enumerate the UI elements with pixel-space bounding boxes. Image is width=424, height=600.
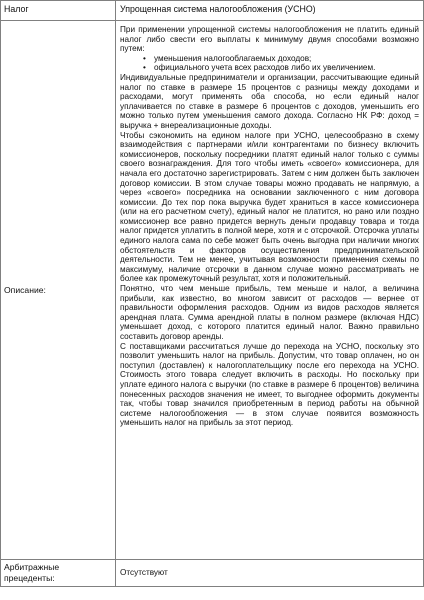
arbitrage-row (1, 560, 424, 587)
description-paragraph-rates: Индивидуальные предприниматели и организации, рассчитывающие единый налог по ставке в размере 15 процентов с разницы между доходами и расходами, могут применять оба способа, но если единый налог уплачивается по ставке в размере 6 процентов с доходов, уменьшить его можно только путем уменьшения самого дохода. Согласно НК РФ: доход = выручка + внереализационные доходы. (120, 72, 419, 130)
list-item: • уменьшения налогооблагаемых доходов; (154, 54, 419, 64)
description-text-cell (116, 21, 424, 560)
arbitrage-label-cell: Арбитражные прецеденты: (1, 560, 116, 587)
description-label-cell: Описание: (1, 21, 116, 560)
description-paragraph-suppliers: С поставщиками рассчитаться лучше до перехода на УСНО, поскольку это позволит уменьшить налог на прибыль. Допустим, что товар оплачен, но он поступил (доставлен) к налогоплательщику после его перехода на УСНО. Стоимость этого товара следует включить в расходы. Но поскольку при уплате единого налога с выручки (по ставке в размере 6 процентов) величина понесенных расходов значения не имеет, то выгоднее оформить документы так, чтобы товар значился приобретенным в период работы на обычной системе налогообложения — в этом случае появится возможность уменьшить налог на прибыль за этот период. (120, 341, 419, 428)
list-item: • официального учета всех расходов либо их увеличением. (154, 63, 419, 73)
tax-name-cell: Упрощенная система налогообложения (УСНО) (116, 1, 424, 21)
description-row (1, 21, 424, 560)
arbitrage-value-cell: Отсутствуют (116, 560, 424, 587)
description-paragraph-expenses: Понятно, что чем меньше прибыль, тем меньше и налог, а величина прибыли, как известно, во многом зависит от расходов — вернее от правильности оформления расходов. Одним из видов расходов является арендная плата. Сумма арендной платы в полном размере (включая НДС) уменьшает доход, с которого платится единый налог. Важно правильно составить договор аренды. (120, 284, 419, 341)
description-intro: При применении упрощенной системы налогообложения не платить единый налог либо свести его выплаты к минимуму двумя способами возможно путем: (120, 25, 419, 54)
description-paragraph-commission: Чтобы сэкономить на едином налоге при УСНО, целесообразно в схему взаимодействия с партнерами и/или контрагентами по бизнесу включить комиссионеров, поскольку посредники платят единый налог только с суммы своего вознаграждения. Для того чтобы иметь «своего» комиссионера, для начала его достаточно зарегистрировать. Затем с ним должен быть заключен договор комиссии. В этом случае товары можно продавать не напрямую, а через «своего» посредника на основании заключенного с ним договора комиссии. До тех пор пока выручка будет храниться в кассе комиссионера (или на его расчетном счету), единый налог не платится, но рано или поздно комиссионер все равно придется вернуть деньги продавцу товара и тогда налог придется уплатить в полной мере, хотя и с отсрочкой. Отсрочка уплаты единого налога сама по себе может быть очень выгодна при наличии многих обстоятельств и факторов осуществления предпринимательской деятельности. Тем не менее, учитывая возможности применения схемы по максимуму, наличие отсрочки в данном случае можно рассматривать не более как промежуточный результат, хотя и положительный. (120, 130, 419, 284)
header-row (1, 1, 424, 21)
methods-list (120, 54, 419, 73)
tax-label-cell: Налог (1, 1, 116, 21)
